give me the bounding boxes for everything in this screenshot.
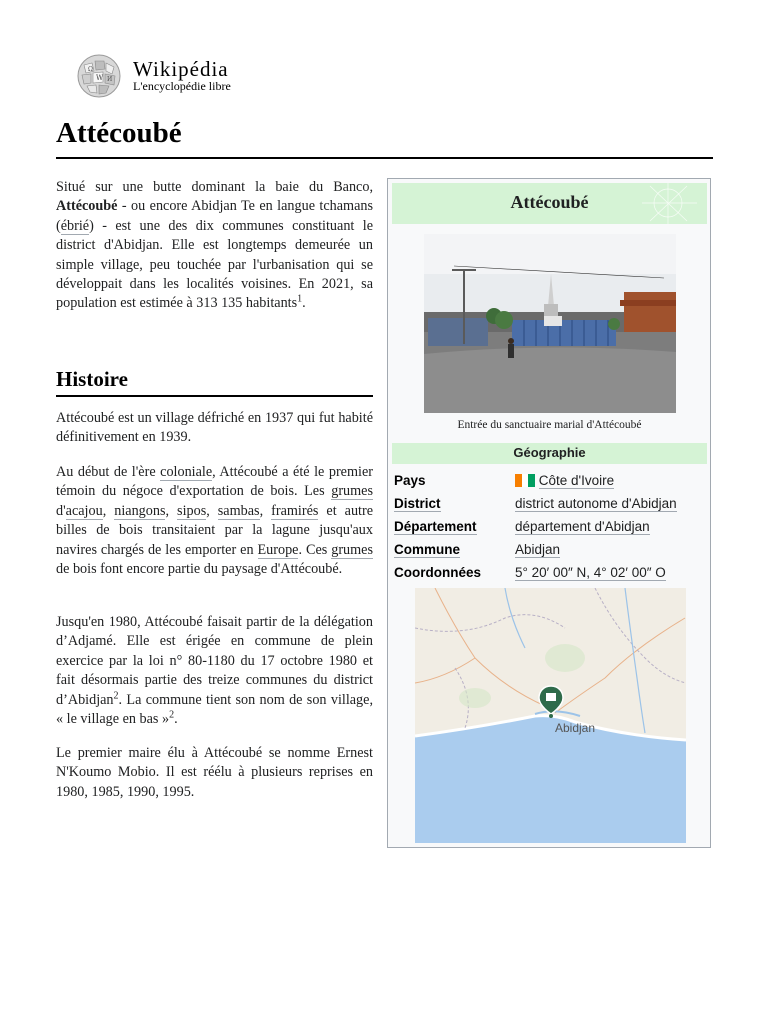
histoire-paragraph-3: [56, 613, 373, 729]
link-europe[interactable]: Europe: [257, 541, 299, 558]
paragraph-text: ,: [165, 502, 178, 519]
link-sipos[interactable]: sipos: [177, 502, 207, 519]
infobox-photo[interactable]: [424, 234, 676, 413]
paragraph-text: de bois font encore partie du paysage d'Attécoubé.: [56, 561, 343, 578]
infobox-row-value: [515, 473, 614, 488]
paragraph-text: Jusqu'en 1980, Attécoubé faisait partir de la délégation d’Adjamé. Elle est érigée en commune de plein exercice par la loi n° 80-1180 du 17 octobre 1980 et fait désormais partie des treize communes du district d’Abidjan: [56, 614, 373, 708]
paragraph-text: d': [56, 502, 66, 519]
paragraph-text: . Ces: [298, 541, 332, 558]
infobox-row-label: [394, 519, 477, 534]
title-divider: [56, 157, 713, 159]
paragraph-text: Attécoubé est un village défriché en 1937 qui fut habité définitivement en 1939.: [56, 410, 373, 446]
infobox-row-value: [515, 519, 650, 534]
infobox-photo-caption: Entrée du sanctuaire marial d'Attécoubé: [457, 419, 642, 431]
link-district-label[interactable]: District: [394, 496, 441, 511]
paragraph-text: et autre billes de bois transitaient par la lagune jusqu'aux navires chargés de les emporter en: [56, 502, 374, 558]
histoire-paragraph-4: [56, 744, 373, 802]
link-framires[interactable]: framirés: [271, 502, 319, 519]
histoire-paragraph-2: [56, 463, 373, 579]
link-abidjan[interactable]: Abidjan: [515, 542, 561, 557]
infobox-row-value: [515, 496, 677, 511]
infobox-row-label: Pays: [394, 473, 426, 488]
infobox-row-label: Coordonnées: [394, 565, 482, 580]
link-district-abidjan[interactable]: district autonome d'Abidjan: [515, 496, 677, 511]
link-grumes[interactable]: grumes: [331, 483, 373, 500]
paragraph-text: Au début de l'ère: [56, 464, 161, 480]
link-cote-divoire[interactable]: Côte d'Ivoire: [538, 473, 615, 488]
intro-paragraph: [56, 178, 373, 314]
link-ebrie[interactable]: ébrié: [60, 217, 90, 234]
paragraph-text: , Attécoubé a été le premier témoin du négoce d'exportation de bois. Les: [56, 464, 373, 500]
link-grumes-2[interactable]: grumes: [331, 541, 373, 558]
wikipedia-tagline: L'encyclopédie libre: [133, 79, 231, 93]
histoire-paragraph-1: [56, 409, 373, 448]
link-departement-abidjan[interactable]: département d'Abidjan: [515, 519, 650, 534]
flag-icon: [515, 474, 535, 487]
infobox-row-label: [394, 496, 441, 511]
map-city-label: Abidjan: [555, 721, 596, 735]
intro-text: Situé sur une butte dominant la baie du Banco,: [56, 179, 373, 195]
location-map[interactable]: [415, 588, 686, 843]
svg-text:И: И: [107, 76, 113, 83]
paragraph-text: ,: [206, 502, 218, 519]
wikipedia-wordmark[interactable]: Wikipédia: [133, 57, 229, 81]
footnote-ref[interactable]: 2: [113, 689, 119, 701]
footnote-ref[interactable]: 1: [297, 293, 303, 305]
paragraph-text: .: [174, 711, 178, 728]
link-sambas[interactable]: sambas: [217, 502, 260, 519]
intro-text: .: [302, 295, 306, 312]
intro-text: - ou encore Abidjan Te en langue tchamans (: [56, 198, 373, 234]
section-heading-histoire: Histoire: [56, 367, 128, 391]
infobox-row-value: [515, 542, 560, 557]
paragraph-text: ,: [259, 502, 272, 519]
intro-text: ) - est une des dix communes constituant le district d'Abidjan. Elle est longtemps demeurée un simple village, peu touchée par l'urbanisation qui se développait dans les localités voisines. En 2021, sa population est estimée à 313 135 habitants: [56, 217, 373, 312]
link-departement-label[interactable]: Département: [394, 519, 477, 534]
infobox-row-label: [394, 542, 460, 557]
intro-bold-term: Attécoubé: [56, 198, 118, 215]
footnote-ref[interactable]: 2: [169, 709, 175, 721]
paragraph-text: ,: [102, 502, 115, 519]
paragraph-text: Le premier maire élu à Attécoubé se nomme Ernest N'Koumo Mobio. Il est réélu à plusieurs reprises en 1980, 1985, 1990, 1995.: [56, 745, 373, 800]
svg-text:W: W: [96, 74, 104, 82]
link-coloniale[interactable]: coloniale: [160, 464, 213, 480]
section-divider: [56, 395, 373, 397]
infobox-title: Attécoubé: [510, 192, 589, 212]
link-niangons[interactable]: niangons: [114, 502, 166, 519]
infobox-row-value: [515, 565, 666, 580]
wikipedia-globe-logo[interactable]: [74, 53, 124, 99]
infobox-section-geographie: Géographie: [513, 445, 586, 460]
link-acajou[interactable]: acajou: [65, 502, 103, 519]
svg-text:Ω: Ω: [88, 66, 93, 73]
paragraph-text: . La commune tient son nom de son village, « le village en bas »: [56, 691, 373, 728]
page-title: Attécoubé: [56, 117, 182, 149]
link-commune-label[interactable]: Commune: [394, 542, 461, 557]
link-coordinates[interactable]: 5° 20′ 00″ N, 4° 02′ 00″ O: [515, 565, 666, 580]
